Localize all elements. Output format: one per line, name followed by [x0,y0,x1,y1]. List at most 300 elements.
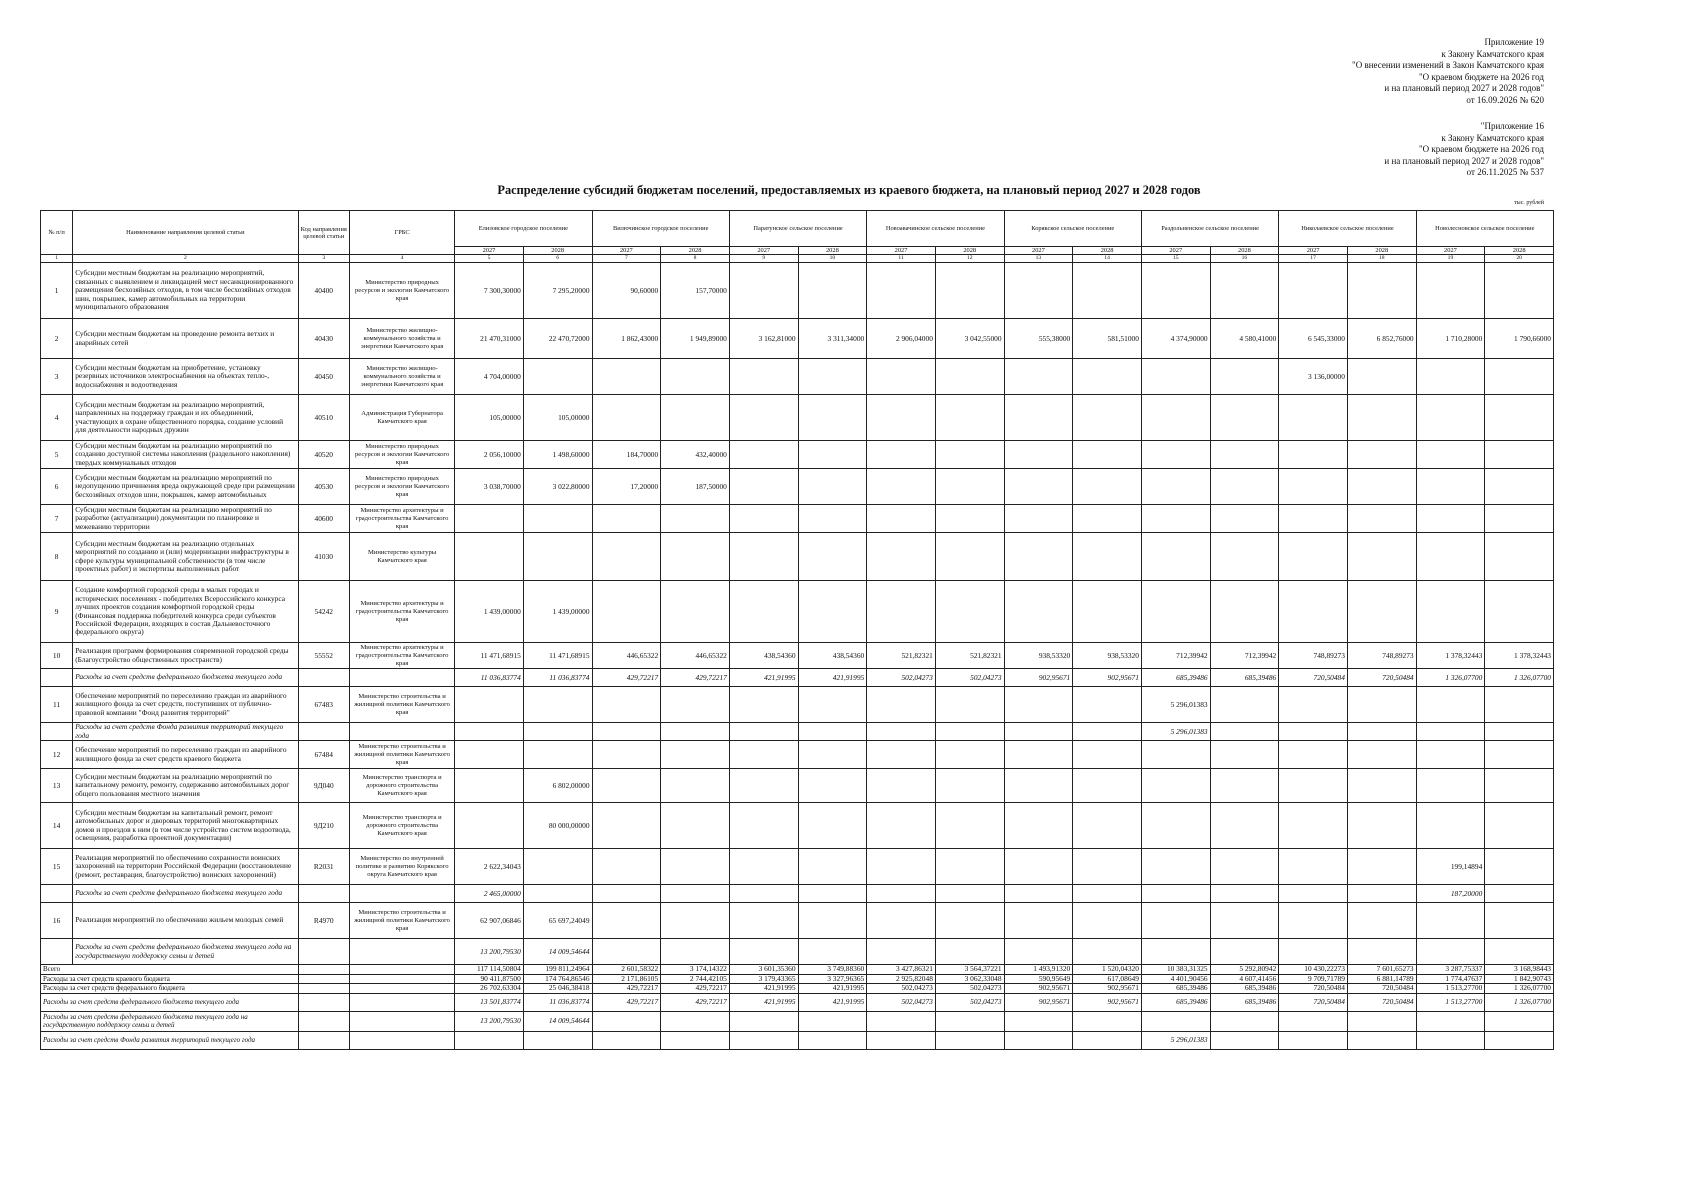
value-cell [1073,803,1142,849]
value-cell [1141,803,1210,849]
totals-value [523,1031,592,1049]
value-cell [661,741,730,769]
value-cell [1004,395,1073,441]
totals-value: 720,50484 [1347,993,1416,1011]
value-cell [1416,803,1485,849]
value-cell [867,505,936,533]
row-code: 67483 [298,687,350,723]
value-cell: 938,53320 [1004,643,1073,669]
value-cell [729,885,798,903]
value-cell [523,741,592,769]
value-cell [935,803,1004,849]
value-cell [592,533,661,581]
value-cell [1279,939,1348,965]
header-grbs: ГРБС [350,211,455,255]
value-cell [798,803,867,849]
totals-value: 902,95671 [1073,993,1142,1011]
value-cell: 1 790,66000 [1485,319,1554,359]
value-cell [1416,533,1485,581]
value-cell: 748,89273 [1279,643,1348,669]
value-cell: 432,40000 [661,441,730,469]
row-grbs: Министерство жилищно-коммунального хозяйства и энергетики Камчатского края [350,319,455,359]
value-cell: 7 295,20000 [523,263,592,319]
value-cell [1141,885,1210,903]
totals-label: Расходы за счет средств федерального бюджета текущего года [41,993,299,1011]
value-cell [1416,395,1485,441]
value-cell [523,885,592,903]
value-cell [935,359,1004,395]
row-code: 40530 [298,469,350,505]
value-cell [935,263,1004,319]
value-cell [1416,939,1485,965]
value-cell [1347,581,1416,643]
value-cell [1416,441,1485,469]
totals-row [41,1031,1554,1049]
value-cell: 438,54360 [798,643,867,669]
table-row [41,741,1554,769]
value-cell [935,395,1004,441]
header-settlement: Паратунское сельское поселение [729,211,866,247]
totals-value [729,1011,798,1031]
totals-value: 5 296,01383 [1141,1031,1210,1049]
value-cell: 21 470,31000 [455,319,524,359]
value-cell [661,581,730,643]
value-cell [1073,263,1142,319]
totals-value: 590,95649 [1004,974,1073,984]
value-cell [1416,505,1485,533]
totals-value: 174 764,86546 [523,974,592,984]
totals-value: 25 046,38418 [523,984,592,994]
row-name: Субсидии местным бюджетам на реализацию отдельных мероприятий по созданию и (или) модернизации инфраструктуры в сфере культуры муниципальной собственности (в том числе проектных работ) и экспертизы выполненных работ [73,533,298,581]
totals-value [592,1011,661,1031]
header-code: Код направления целевой статьи [298,211,350,255]
column-index: 2 [73,255,298,263]
row-name: Субсидии местным бюджетам на реализацию мероприятий, связанных с выявлением и ликвидацией мест несанкционированного размещения бесхозяйных отходов, в том числе бесхозяйных отходов шин, покрышек, камер автомобильных на территории муниципального образования [73,263,298,319]
value-cell: 1 439,00000 [523,581,592,643]
totals-value [1416,1031,1485,1049]
totals-value: 685,39486 [1141,993,1210,1011]
totals-value: 2 925,82048 [867,974,936,984]
totals-value: 10 430,22273 [1279,965,1348,975]
value-cell [935,687,1004,723]
value-cell [1004,903,1073,939]
value-cell [1004,533,1073,581]
value-cell [1279,441,1348,469]
table-row [41,263,1554,319]
row-number [41,669,73,687]
header-year: 2028 [935,247,1004,255]
value-cell [1004,581,1073,643]
value-cell [1210,903,1279,939]
totals-value: 7 601,65273 [1347,965,1416,975]
value-cell: 22 470,72000 [523,319,592,359]
value-cell [798,469,867,505]
totals-value: 13 501,83774 [455,993,524,1011]
table-row [41,533,1554,581]
column-index: 3 [298,255,350,263]
value-cell [1485,849,1554,885]
row-number [41,723,73,741]
value-cell: 11 036,83774 [523,669,592,687]
value-cell [935,939,1004,965]
value-cell [1347,885,1416,903]
value-cell [867,395,936,441]
table-row [41,395,1554,441]
value-cell [1347,803,1416,849]
table-row [41,643,1554,669]
totals-value: 720,50484 [1279,993,1348,1011]
value-cell [661,395,730,441]
value-cell [935,903,1004,939]
value-cell [1141,469,1210,505]
value-cell [1347,849,1416,885]
header-num: № п/п [41,211,73,255]
value-cell [455,803,524,849]
value-cell [1073,723,1142,741]
value-cell [1416,263,1485,319]
totals-value [935,1031,1004,1049]
value-cell: 446,65322 [592,643,661,669]
value-cell [592,803,661,849]
value-cell [592,741,661,769]
totals-value: 685,39486 [1210,984,1279,994]
value-cell [867,885,936,903]
value-cell [1416,769,1485,803]
value-cell [1416,741,1485,769]
value-cell [798,505,867,533]
table-row [41,849,1554,885]
value-cell [523,505,592,533]
value-cell [1004,505,1073,533]
value-cell [798,441,867,469]
value-cell [935,581,1004,643]
value-cell: 555,38000 [1004,319,1073,359]
row-number: 16 [41,903,73,939]
totals-value [1210,1031,1279,1049]
column-index: 10 [798,255,867,263]
header-year: 2027 [1279,247,1348,255]
totals-value: 429,72217 [661,984,730,994]
value-cell: 17,20000 [592,469,661,505]
row-number: 14 [41,803,73,849]
header-year: 2027 [1004,247,1073,255]
row-name: Обеспечение мероприятий по переселению граждан из аварийного жилищного фонда за счет средств краевого бюджета [73,741,298,769]
appendix-line: "О краевом бюджете на 2026 год [1418,71,1544,82]
totals-value: 4 607,41456 [1210,974,1279,984]
value-cell [867,687,936,723]
totals-value: 9 709,71789 [1279,974,1348,984]
value-cell [867,723,936,741]
value-cell [1279,741,1348,769]
value-cell [1210,885,1279,903]
table-row [41,769,1554,803]
value-cell [661,505,730,533]
row-number: 12 [41,741,73,769]
header-name: Наименование направления целевой статьи [73,211,298,255]
value-cell [1004,441,1073,469]
column-index: 20 [1485,255,1554,263]
row-number: 9 [41,581,73,643]
totals-value [729,1031,798,1049]
value-cell [592,723,661,741]
value-cell [798,263,867,319]
value-cell: 6 802,00000 [523,769,592,803]
header-settlement: Вилючинское городское поселение [592,211,729,247]
column-index: 4 [350,255,455,263]
totals-value [798,1011,867,1031]
value-cell [935,849,1004,885]
value-cell [867,803,936,849]
value-cell: 1 949,89000 [661,319,730,359]
value-cell [1347,395,1416,441]
row-number [41,939,73,965]
value-cell [592,769,661,803]
value-cell [935,441,1004,469]
totals-value: 685,39486 [1141,984,1210,994]
totals-value: 3 427,86321 [867,965,936,975]
totals-value [1004,1031,1073,1049]
totals-label: Расходы за счет средств федерального бюджета текущего года на государственную поддержку семьи и детей [41,1011,299,1031]
totals-value [1485,1011,1554,1031]
value-cell [1073,505,1142,533]
value-cell: 80 000,00000 [523,803,592,849]
value-cell [1141,903,1210,939]
row-name: Субсидии местным бюджетам на проведение ремонта ветхих и аварийных сетей [73,319,298,359]
value-cell [1073,849,1142,885]
value-cell [1347,441,1416,469]
row-grbs: Министерство природных ресурсов и экологии Камчатского края [350,263,455,319]
value-cell: 3 042,55000 [935,319,1004,359]
row-grbs [350,723,455,741]
row-grbs: Министерство архитектуры и градостроительства Камчатского края [350,505,455,533]
totals-value: 3 749,88360 [798,965,867,975]
totals-label: Расходы за счет средств краевого бюджета [41,974,299,984]
row-code: 40430 [298,319,350,359]
value-cell: 521,82321 [867,643,936,669]
totals-code-empty [298,993,350,1011]
value-cell [1485,903,1554,939]
column-index: 5 [455,255,524,263]
row-grbs: Министерство по внутренней политике и развитию Корякского округа Камчатского края [350,849,455,885]
value-cell [867,849,936,885]
value-cell [729,581,798,643]
value-cell [661,533,730,581]
totals-value: 5 292,80942 [1210,965,1279,975]
totals-value: 3 174,14322 [661,965,730,975]
totals-value: 1 513,27700 [1416,984,1485,994]
table-row [41,319,1554,359]
value-cell [1073,939,1142,965]
value-cell [798,359,867,395]
value-cell [867,769,936,803]
value-cell [935,741,1004,769]
value-cell [661,903,730,939]
totals-value [935,1011,1004,1031]
totals-grbs-empty [350,1011,455,1031]
totals-value [1347,1011,1416,1031]
value-cell [1279,849,1348,885]
header-year: 2027 [592,247,661,255]
value-cell: 1 378,32443 [1485,643,1554,669]
row-grbs: Министерство строительства и жилищной политики Камчатского края [350,903,455,939]
row-code: 9Д210 [298,803,350,849]
totals-value: 720,50484 [1347,984,1416,994]
value-cell [1004,263,1073,319]
value-cell [592,939,661,965]
totals-label: Всего [41,965,299,975]
value-cell [798,395,867,441]
value-cell: 13 200,79530 [455,939,524,965]
value-cell [1485,769,1554,803]
value-cell [1485,687,1554,723]
value-cell [1141,533,1210,581]
totals-value: 1 326,07700 [1485,984,1554,994]
row-grbs: Министерство строительства и жилищной политики Камчатского края [350,687,455,723]
appendix-line: "Приложение 16 [1480,121,1544,131]
header-year: 2028 [661,247,730,255]
value-cell [1004,769,1073,803]
totals-row [41,984,1554,994]
totals-value [1141,1011,1210,1031]
value-cell [1485,469,1554,505]
value-cell [1416,723,1485,741]
totals-value: 199 811,24964 [523,965,592,975]
totals-value: 502,04273 [867,993,936,1011]
totals-value: 14 009,54644 [523,1011,592,1031]
totals-value: 429,72217 [592,993,661,1011]
value-cell: 502,04273 [935,669,1004,687]
totals-value [798,1031,867,1049]
appendix-line: "О внесении изменений в Закон Камчатского края [1352,60,1544,71]
totals-value: 429,72217 [592,984,661,994]
row-code [298,885,350,903]
value-cell [523,687,592,723]
totals-value: 1 493,91320 [1004,965,1073,975]
totals-value: 3 287,75337 [1416,965,1485,975]
row-code: 40400 [298,263,350,319]
totals-value [1279,1011,1348,1031]
value-cell [1210,687,1279,723]
row-number: 3 [41,359,73,395]
value-cell: 748,89273 [1347,643,1416,669]
column-index: 6 [523,255,592,263]
totals-value: 1 520,04320 [1073,965,1142,975]
totals-row [41,1011,1554,1031]
row-number: 4 [41,395,73,441]
totals-value [1347,1031,1416,1049]
value-cell [592,581,661,643]
units-label: тыс. рублей [1514,200,1544,206]
value-cell: 3 022,80000 [523,469,592,505]
header-settlement: Раздольненское сельское поселение [1141,211,1278,247]
value-cell [1279,505,1348,533]
appendix-line: и на плановый период 2027 и 2028 годов" [1384,155,1544,166]
value-cell [1141,263,1210,319]
value-cell [455,533,524,581]
value-cell [729,939,798,965]
totals-value: 2 601,58322 [592,965,661,975]
value-cell: 6 545,33000 [1279,319,1348,359]
header-year: 2028 [1485,247,1554,255]
row-code [298,723,350,741]
row-name: Субсидии местным бюджетам на реализацию мероприятий, направленных на поддержку граждан и их объединений, участвующих в охране общественного порядка, создание условий для деятельности народных дружин [73,395,298,441]
value-cell [1210,263,1279,319]
row-grbs: Администрация Губернатора Камчатского края [350,395,455,441]
value-cell: 2 465,00000 [455,885,524,903]
value-cell [1485,359,1554,395]
value-cell [1485,885,1554,903]
value-cell [1210,803,1279,849]
value-cell [935,469,1004,505]
value-cell [935,769,1004,803]
value-cell: 581,51000 [1073,319,1142,359]
row-number [41,885,73,903]
row-name: Субсидии местным бюджетам на реализацию мероприятий по созданию доступной системы накопления (раздельного накопления) твердых коммунальных отходов [73,441,298,469]
value-cell: 1 498,60000 [523,441,592,469]
totals-grbs-empty [350,965,455,975]
table-row [41,469,1554,505]
row-code: R2031 [298,849,350,885]
value-cell [661,939,730,965]
value-cell [661,803,730,849]
value-cell [935,723,1004,741]
value-cell: 421,91995 [798,669,867,687]
column-index: 1 [41,255,73,263]
column-index: 9 [729,255,798,263]
totals-value: 1 513,27700 [1416,993,1485,1011]
totals-value: 13 200,79530 [455,1011,524,1031]
value-cell [1485,533,1554,581]
value-cell: 429,72217 [661,669,730,687]
header-year: 2027 [455,247,524,255]
value-cell [1073,903,1142,939]
totals-value: 421,91995 [729,993,798,1011]
totals-value: 3 062,33048 [935,974,1004,984]
value-cell [798,687,867,723]
column-index: 15 [1141,255,1210,263]
value-cell [1416,581,1485,643]
value-cell [1141,939,1210,965]
header-row [41,211,1554,247]
totals-value [1485,1031,1554,1049]
value-cell [1004,803,1073,849]
table-row [41,505,1554,533]
totals-grbs-empty [350,974,455,984]
totals-value [1073,1011,1142,1031]
value-cell [867,441,936,469]
value-cell: 62 907,06846 [455,903,524,939]
value-cell [1004,885,1073,903]
row-grbs: Министерство транспорта и дорожного строительства Камчатского края [350,803,455,849]
table-subrow [41,939,1554,965]
value-cell [867,263,936,319]
header-year: 2028 [798,247,867,255]
value-cell [729,441,798,469]
row-grbs [350,885,455,903]
value-cell: 2 622,34043 [455,849,524,885]
value-cell [729,469,798,505]
totals-value: 502,04273 [867,984,936,994]
totals-grbs-empty [350,993,455,1011]
row-grbs: Министерство архитектуры и градостроительства Камчатского края [350,643,455,669]
totals-value [661,1011,730,1031]
value-cell: 685,39486 [1141,669,1210,687]
totals-value: 502,04273 [935,993,1004,1011]
value-cell [1073,687,1142,723]
header-year: 2028 [1073,247,1142,255]
value-cell [729,803,798,849]
value-cell [1416,359,1485,395]
